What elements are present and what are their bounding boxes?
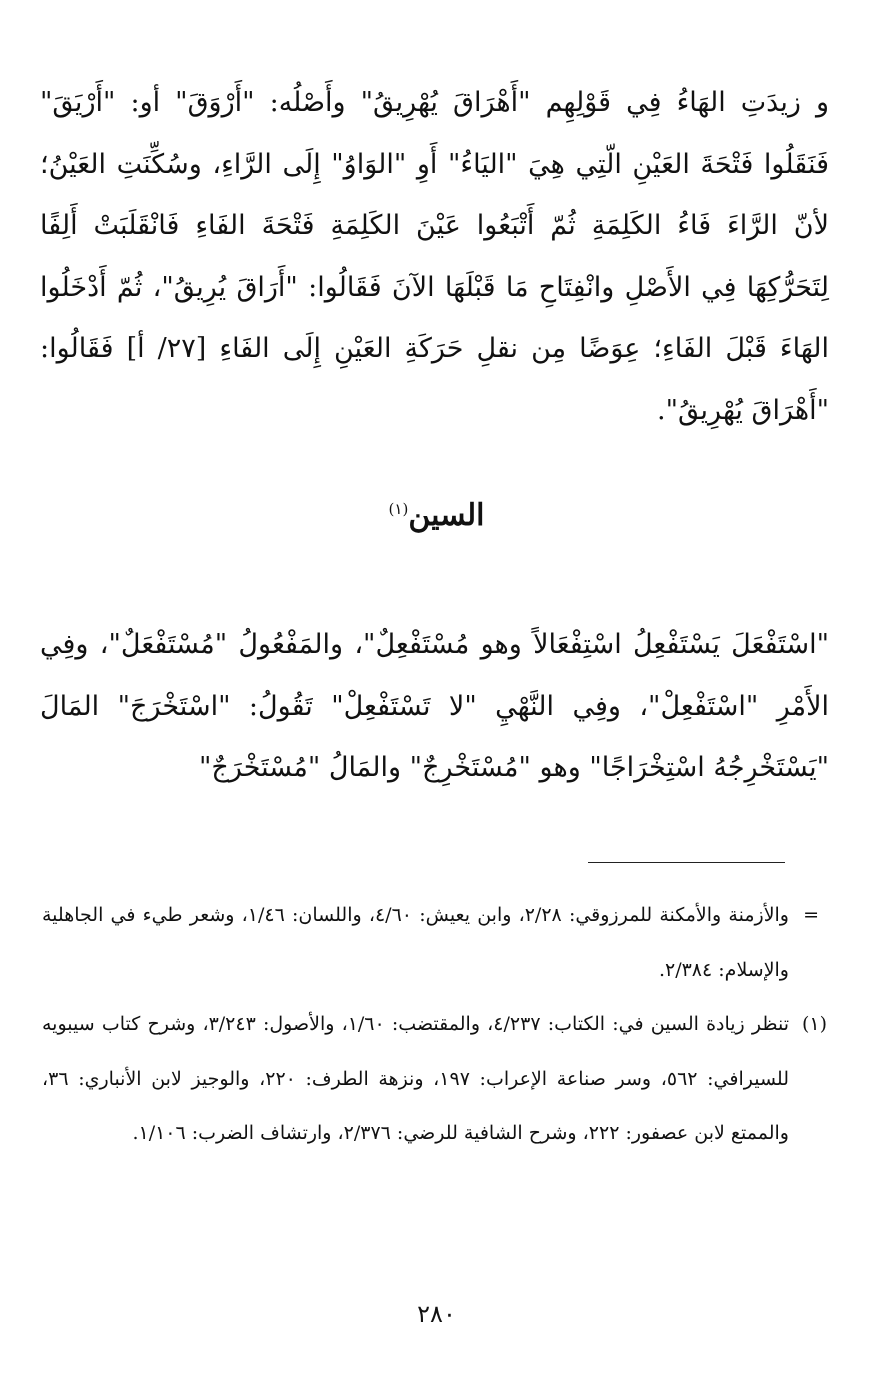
page-number: ٢٨٠: [417, 1300, 456, 1328]
footnote-divider: [588, 862, 785, 863]
footnote-continued: [42, 888, 819, 997]
footnote-continued-text: والأزمنة والأمكنة للمرزوقي: ٢/٢٨، وابن يعيش: ٤/٦٠، واللسان: ١/٤٦، وشعر طيء في الجاهلية والإسلام: ٢/٣٨٤.: [42, 904, 789, 981]
main-text-block: [40, 72, 829, 441]
paragraph-haa: و زيدَتِ الهَاءُ فِي قَوْلِهِم "أَهْرَاقَ يُهْرِيقُ" وأَصْلُه: "أَرْوَقَ" أو: "أَرْيَقَ" فَنَقَلُوا فَتْحَةَ العَيْنِ الّتِي هِيَ "اليَاءُ" أَوِ "الوَاوُ" إِلَى الرَّاءِ، وسُكِّنَتِ العَيْنُ؛ لأنّ الرَّاءَ فَاءُ الكَلِمَةِ ثُمّ أَتْبَعُوا عَيْنَ الكَلِمَةِ فَتْحَةَ الفَاءِ فَانْقَلَبَتْ أَلِفًا لِتَحَرُّكِهَا فِي الأَصْلِ وانْفِتَاحِ مَا قَبْلَهَا الآنَ فَقَالُوا: "أَرَاقَ يُرِيقُ"، ثُمّ أَدْخَلُوا الهَاءَ قَبْلَ الفَاءِ؛ عِوَضًا مِن نقلِ حَرَكَةِ العَيْنِ إِلَى الفَاءِ [٢٧/ أ] فَقَالُوا: "أَهْرَاقَ يُهْرِيقُ".: [40, 87, 829, 426]
footnotes-block: [42, 888, 827, 1161]
paragraph-siin: "اسْتَفْعَلَ يَسْتَفْعِلُ اسْتِفْعَالاً وهو مُسْتَفْعِلٌ"، والمَفْعُولُ "مُسْتَفْعَلٌ"، وفِي الأَمْرِ "اسْتَفْعِلْ"، وفِي النَّهْيِ "لا تَسْتَفْعِلْ" تَقُولُ: "اسْتَخْرَجَ" المَالَ "يَسْتَخْرِجُهُ اسْتِخْرَاجًا" وهو "مُسْتَخْرِجٌ" والمَالُ "مُسْتَخْرَجٌ": [40, 629, 829, 783]
section-heading: [0, 498, 873, 533]
footnote-1-text: تنظر زيادة السين في: الكتاب: ٤/٢٣٧، والمقتضب: ١/٦٠، والأصول: ٣/٢٤٣، وشرح كتاب سيبويه للسيرافي: ٥٦٢، وسر صناعة الإعراب: ١٩٧، ونزهة الطرف: ٢٢٠، والوجيز لابن الأنباري: ٣٦، والممتع لابن عصفور: ٢٢٢، وشرح الشافية للرضي: ٢/٣٧٦، وارتشاف الضرب: ١/١٠٦.: [42, 1013, 789, 1144]
footnote-1-number: (١): [801, 1013, 827, 1035]
footnote-1: [42, 997, 827, 1161]
continuation-marker: =: [803, 904, 819, 926]
section-text-block: [40, 614, 829, 799]
heading-title: السين: [408, 498, 485, 533]
heading-footnote-ref: (١): [388, 500, 409, 518]
